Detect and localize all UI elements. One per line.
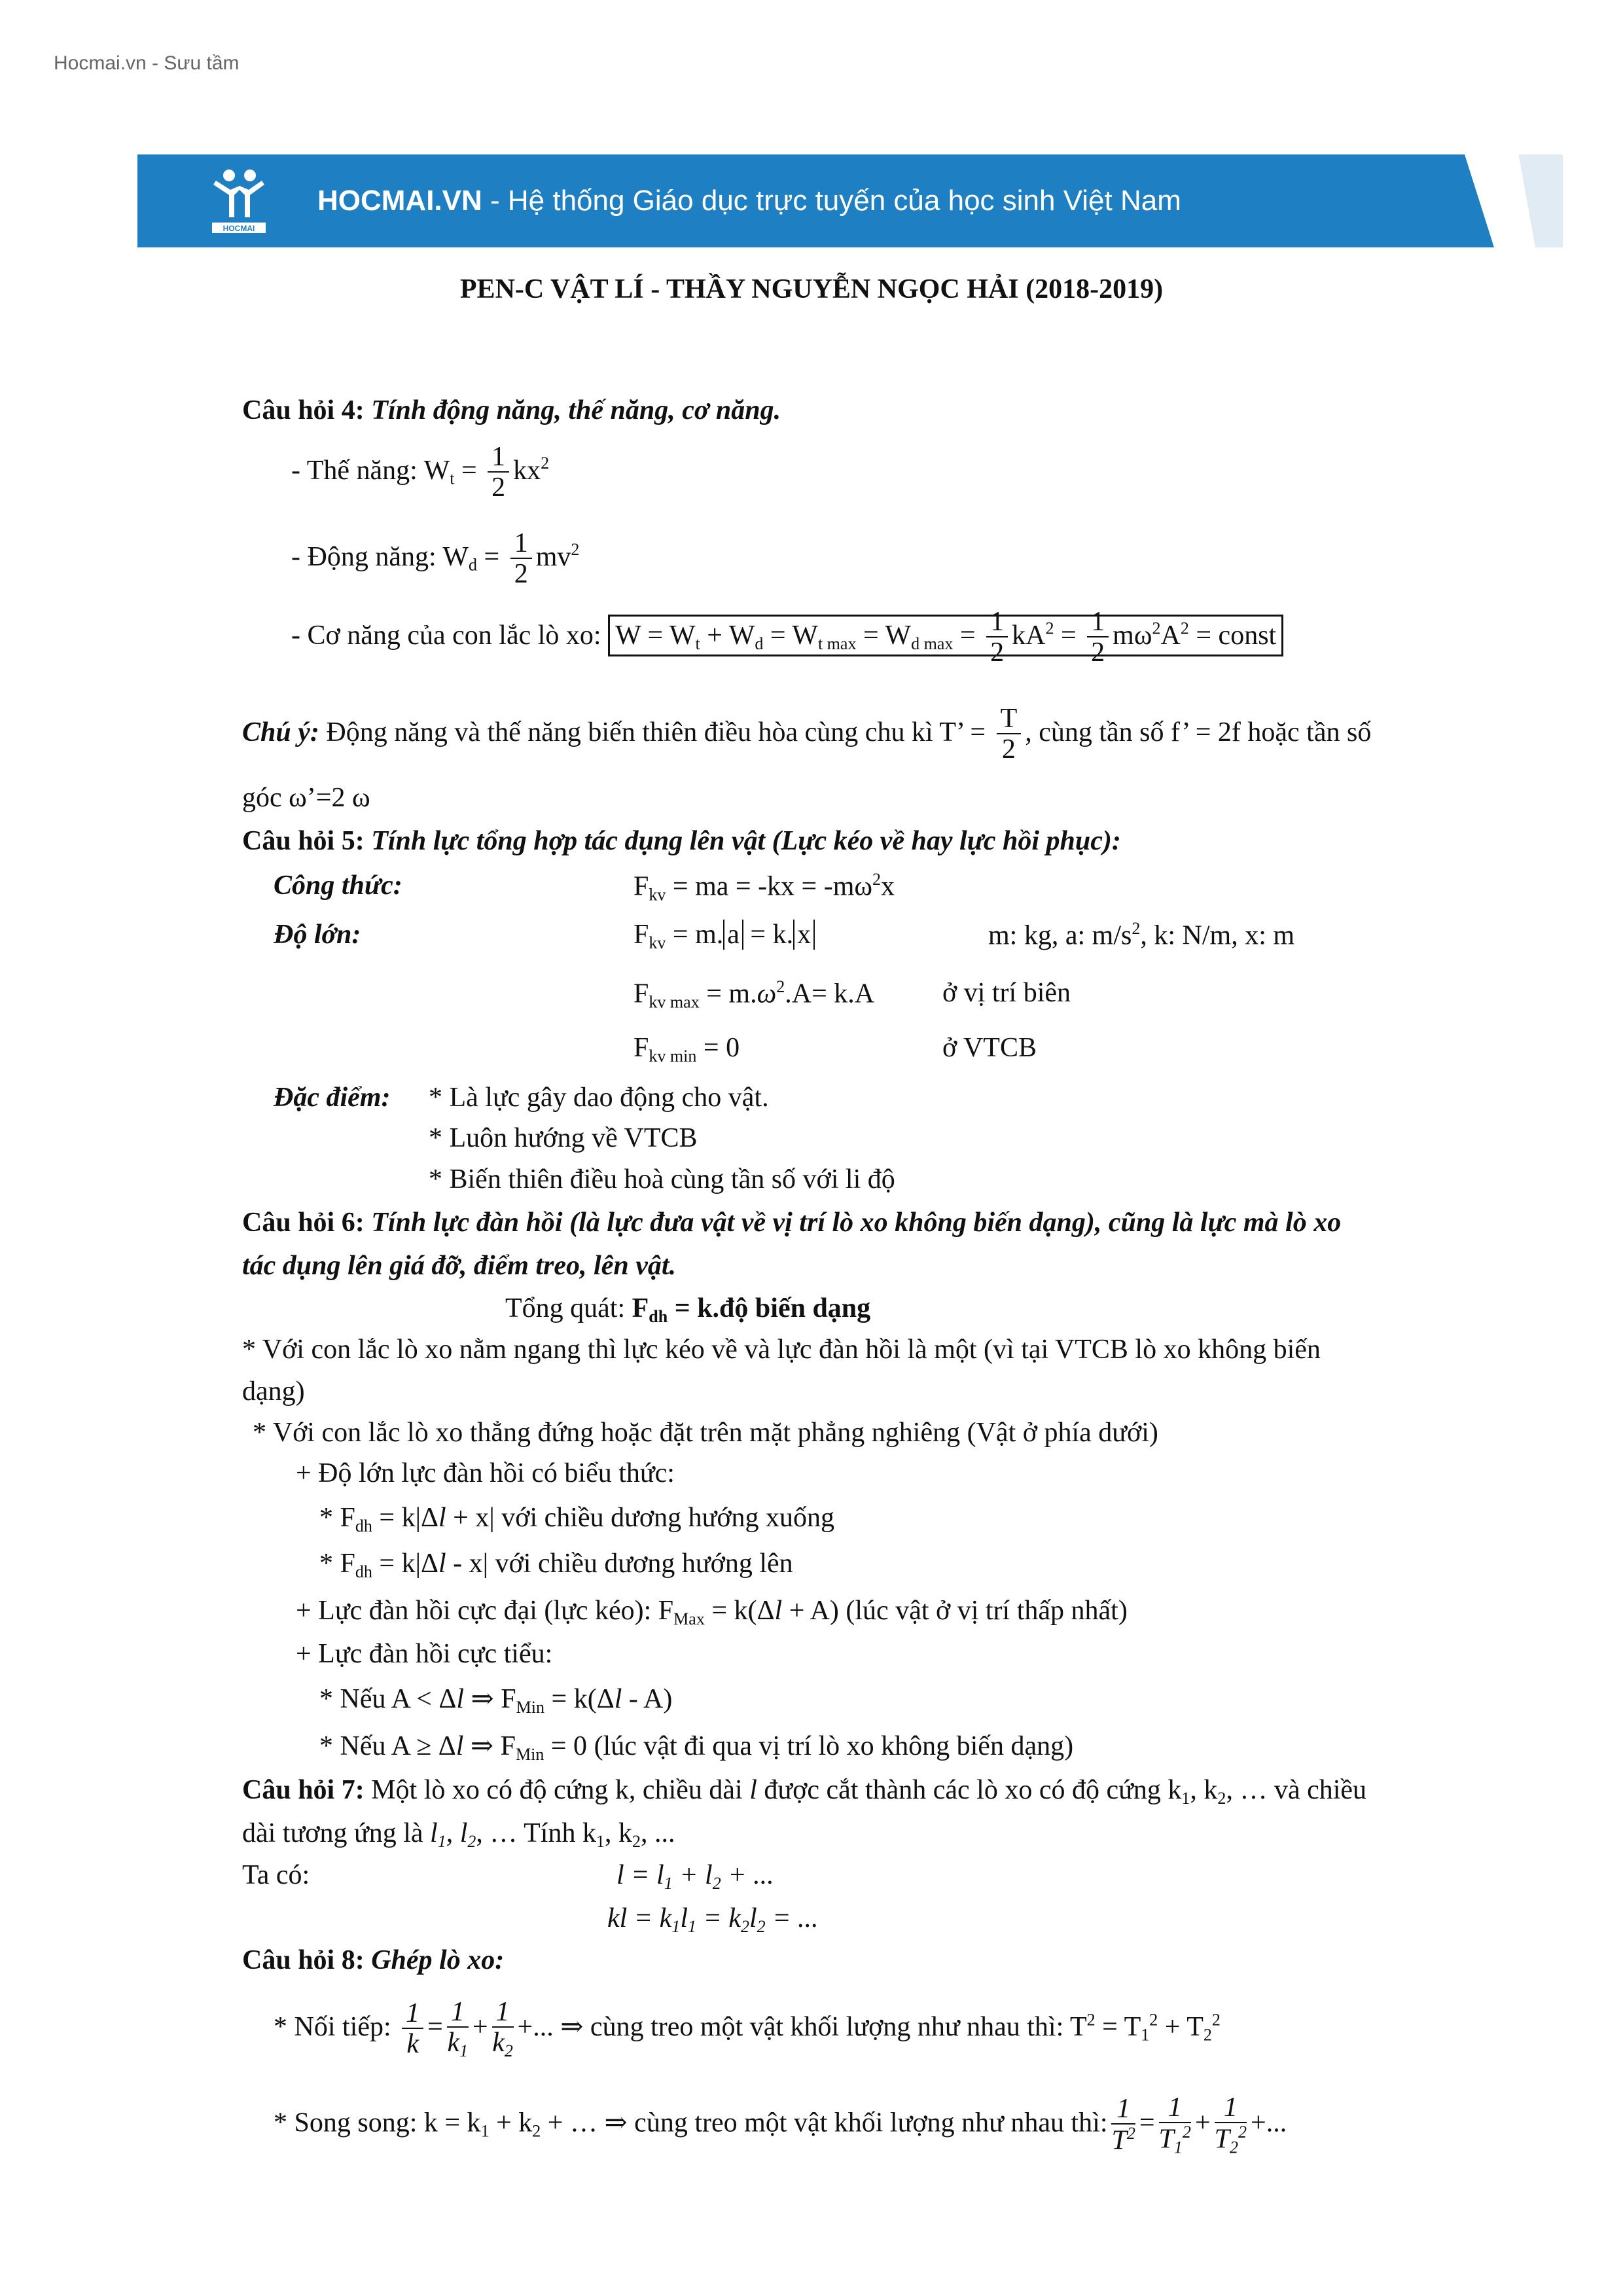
q4-note: Chú ý: Động năng và thế năng biến thiên điều hòa cùng chu kì T’ = $\frac{T}{2}$ , cùng tần số f’ = 2f hoặc tần số bbox=[242, 704, 1372, 765]
q6-max: + Lực đàn hồi cực đại (lực kéo): $F_{Max} = k(\Delta l + A)$ (lúc vật ở vị trí thấp nhất) bbox=[296, 1596, 1128, 1628]
hocmai-logo-icon bbox=[209, 166, 268, 234]
q5-feature-2: * Luôn hướng về VTCB bbox=[429, 1123, 698, 1153]
header-banner bbox=[137, 154, 1563, 247]
q4-heading: Câu hỏi 4: Tính động năng, thế năng, cơ năng. bbox=[242, 395, 781, 425]
q8-heading: Câu hỏi 8: Ghép lò xo: bbox=[242, 1945, 505, 1975]
q6-min-case1: * Nếu A < Δl ⇒ $F_{Min} = k(\Delta l - A)$ bbox=[319, 1684, 673, 1717]
q6-heading-line2: tác dụng lên giá đỡ, điểm treo, lên vật. bbox=[242, 1251, 677, 1281]
banner-tagline: HOCMAI.VN - Hệ thống Giáo dục trực tuyến của học sinh Việt Nam bbox=[317, 185, 1181, 217]
q5-heading: Câu hỏi 5: Tính lực tổng hợp tác dụng lên vật (Lực kéo về hay lực hồi phục): bbox=[242, 826, 1121, 856]
q7-stiffness-product: kl = $k_1l_1 = k_2l_2$ = ... bbox=[607, 1903, 819, 1936]
q7-line2: dài tương ứng là $l_1$, $l_2$, … Tính $k_1$, $k_2$, ... bbox=[242, 1818, 675, 1851]
q6-horizontal-line2: dạng) bbox=[242, 1376, 305, 1407]
q7-length-sum: $l = l_1 + l_2$ + ... bbox=[616, 1860, 774, 1893]
q7-heading: Câu hỏi 7: Một lò xo có độ cứng k, chiều dài l được cắt thành các lò xo có độ cứng $k_1$, $k_2$, … và chiều bbox=[242, 1775, 1367, 1808]
q6-magnitude-expr: + Độ lớn lực đàn hồi có biểu thức: bbox=[296, 1458, 675, 1488]
q5-feature-1: * Là lực gây dao động cho vật. bbox=[429, 1083, 769, 1113]
q6-case-up: * $F_{dh} = k|\Delta l - x|$ với chiều dương hướng lên bbox=[319, 1549, 793, 1581]
svg-text:HOCMAI: HOCMAI bbox=[223, 224, 255, 233]
q8-parallel: * Song song: $k = k_1 + k_2$ + … ⇒ cùng treo một vật khối lượng như nhau thì: $\frac{1}{T^2}$ = $\frac{1}{T_1^2}$ + $\frac{1}{T_2^2}$ +... bbox=[274, 2092, 1287, 2157]
q5-fmin: $F_{kv min} = 0$ bbox=[633, 1033, 740, 1066]
q6-horizontal: * Với con lắc lò xo nằm ngang thì lực kéo về và lực đàn hồi là một (vì tại VTCB lò xo không biến bbox=[242, 1335, 1321, 1365]
q6-vertical: * Với con lắc lò xo thẳng đứng hoặc đặt trên mặt phẳng nghiêng (Vật ở phía dưới) bbox=[253, 1418, 1158, 1448]
q6-min-case2: * Nếu A ≥ Δl ⇒ $F_{Min} = 0$ (lúc vật đi qua vị trí lò xo không biến dạng) bbox=[319, 1731, 1074, 1764]
q6-min: + Lực đàn hồi cực tiểu: bbox=[296, 1639, 553, 1669]
source-label: Hocmai.vn - Sưu tầm bbox=[54, 52, 240, 74]
q8-series: * Nối tiếp: $\frac{1}{k}$ = $\frac{1}{k_1}$ + $\frac{1}{k_2}$ +... ⇒ cùng treo một vật khối lượng như nhau thì: $T^2 = T_1^2 + T_2^2$ bbox=[274, 1997, 1221, 2060]
q5-units: m: kg, a: $m/s^2$, k: N/m, x: m bbox=[988, 919, 1295, 951]
q5-at-edge: ở vị trí biên bbox=[942, 978, 1071, 1008]
q6-general: Tổng quát: $F_{dh}$ = k.độ biến dạng bbox=[505, 1293, 871, 1326]
q5-magnitude: $F_{kv} = m$. a = k. x bbox=[633, 920, 815, 952]
q6-heading: Câu hỏi 6: Tính lực đàn hồi (là lực đưa vật về vị trí lò xo không biến dạng), cũng là lực mà lò xo bbox=[242, 1208, 1342, 1238]
q7-ta-co: Ta có: bbox=[242, 1860, 310, 1890]
q5-formula: $F_{kv}$ = ma = $-kx = -m\omega^2x$ bbox=[633, 870, 895, 905]
mechanical-energy-formula: $W = W_t + W_d = W_{t max} = W_{d max}$ = $\frac{1}{2}$ $kA^2$ = $\frac{1}{2}$ $m\omega^2A^2$ = const bbox=[608, 615, 1283, 656]
q4-kinetic: - Động năng: $W_d$ = $\frac{1}{2}$ $mv^2$ bbox=[291, 528, 580, 590]
q4-potential: - Thế năng: $W_t$ = $\frac{1}{2}$ $kx^2$ bbox=[291, 442, 550, 503]
q4-mechanical: - Cơ năng của con lắc lò xo: $W = W_t + W_d = W_{t max} = W_{d max}$ = $\frac{1}{2}$ $kA^2$ = $\frac{1}{2}$ $m\omega^2A^2$ = const bbox=[291, 607, 1283, 668]
q5-fmax: $F_{kv max} = m.\omega^2.A= k.A$ bbox=[633, 977, 875, 1012]
q5-feature-3: * Biến thiên điều hoà cùng tần số với li độ bbox=[429, 1164, 895, 1194]
q4-note-line2: góc ω’=2 ω bbox=[242, 783, 370, 813]
q5-formula-label: Công thức: bbox=[274, 870, 402, 901]
q6-case-down: * $F_{dh} = k|\Delta l + x|$ với chiều dương hướng xuống bbox=[319, 1503, 835, 1535]
page-title: PEN-C VẬT LÍ - THẦY NGUYỄN NGỌC HẢI (2018-2019) bbox=[459, 274, 1164, 304]
q5-at-eq: ở VTCB bbox=[942, 1033, 1037, 1063]
q5-features-label: Đặc điểm: bbox=[274, 1083, 391, 1113]
q5-magnitude-label: Độ lớn: bbox=[274, 920, 361, 950]
